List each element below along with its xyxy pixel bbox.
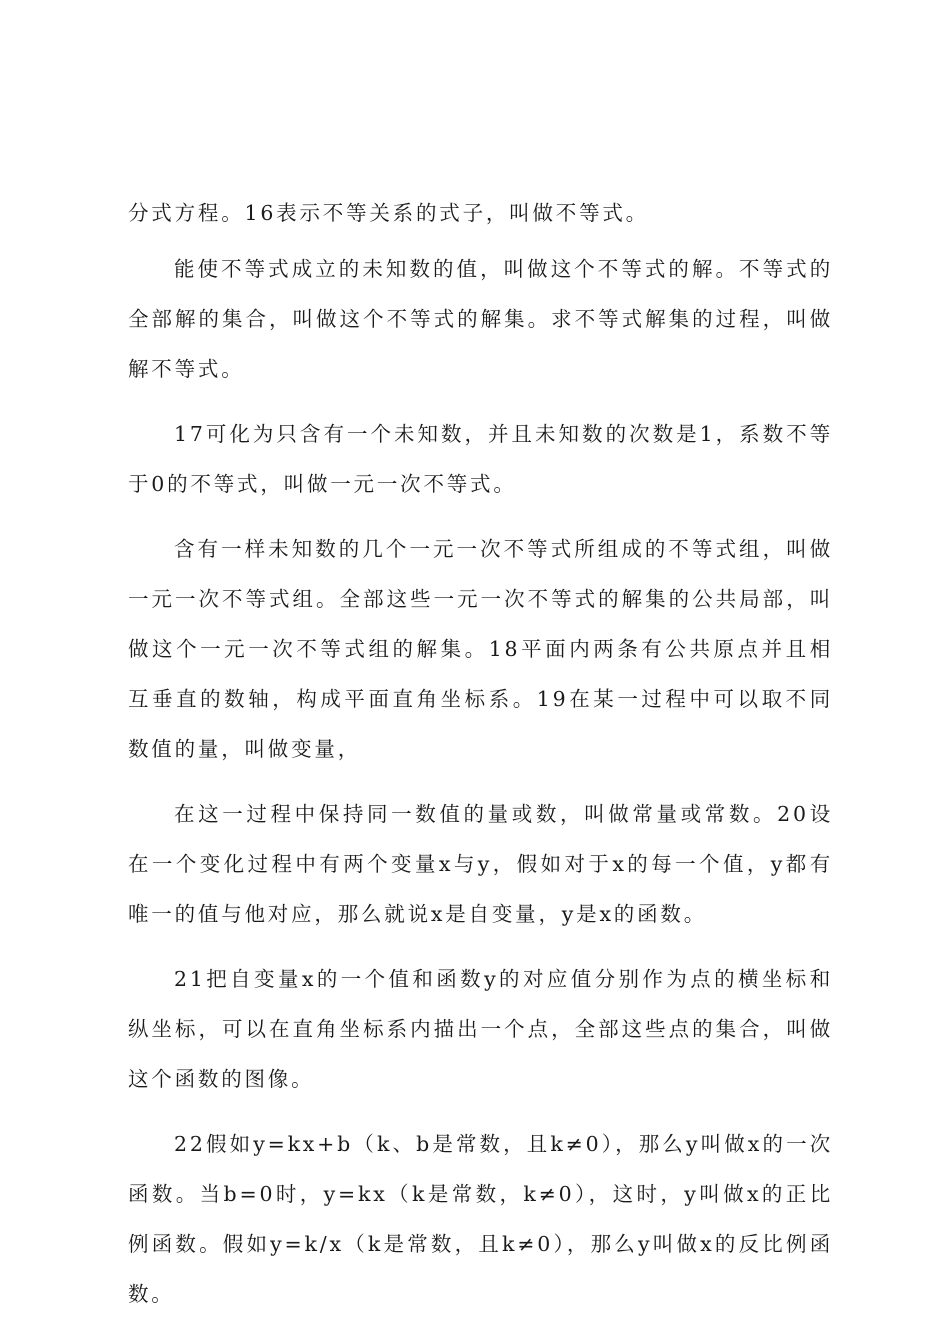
document-body xyxy=(128,188,833,1334)
paragraph-inequality-system: 含有一样未知数的几个一元一次不等式所组成的不等式组，叫做一元一次不等式组。全部这些一元一次不等式的解集的公共局部，叫做这个一元一次不等式组的解集。18平面内两条有公共原点并且相互垂直的数轴，构成平面直角坐标系。19在某一过程中可以取不同数值的量，叫做变量， xyxy=(128,537,833,761)
paragraph-inequality-solution: 能使不等式成立的未知数的值，叫做这个不等式的解。不等式的全部解的集合，叫做这个不等式的解集。求不等式解集的过程，叫做解不等式。 xyxy=(128,257,833,381)
paragraph-function-definition: 在这一过程中保持同一数值的量或数，叫做常量或常数。20设在一个变化过程中有两个变量x与y，假如对于x的每一个值，y都有唯一的值与他对应，那么就说x是自变量，y是x的函数。 xyxy=(128,802,833,926)
paragraph-continuation: 分式方程。16表示不等关系的式子，叫做不等式。 xyxy=(128,201,649,225)
paragraph-function-graph: 21把自变量x的一个值和函数y的对应值分别作为点的横坐标和纵坐标，可以在直角坐标系内描出一个点，全部这些点的集合，叫做这个函数的图像。 xyxy=(128,967,833,1091)
paragraph-linear-inequality: 17可化为只含有一个未知数，并且未知数的次数是1，系数不等于0的不等式，叫做一元一次不等式。 xyxy=(128,422,833,496)
paragraph-linear-function: 22假如y=kx+b（k、b是常数，且k≠0），那么y叫做x的一次函数。当b=0时，y=kx（k是常数，k≠0），这时，y叫做x的正比例函数。假如y=k/x（k是常数，且k≠0），那么y叫做x的反比例函数。 xyxy=(128,1132,833,1306)
